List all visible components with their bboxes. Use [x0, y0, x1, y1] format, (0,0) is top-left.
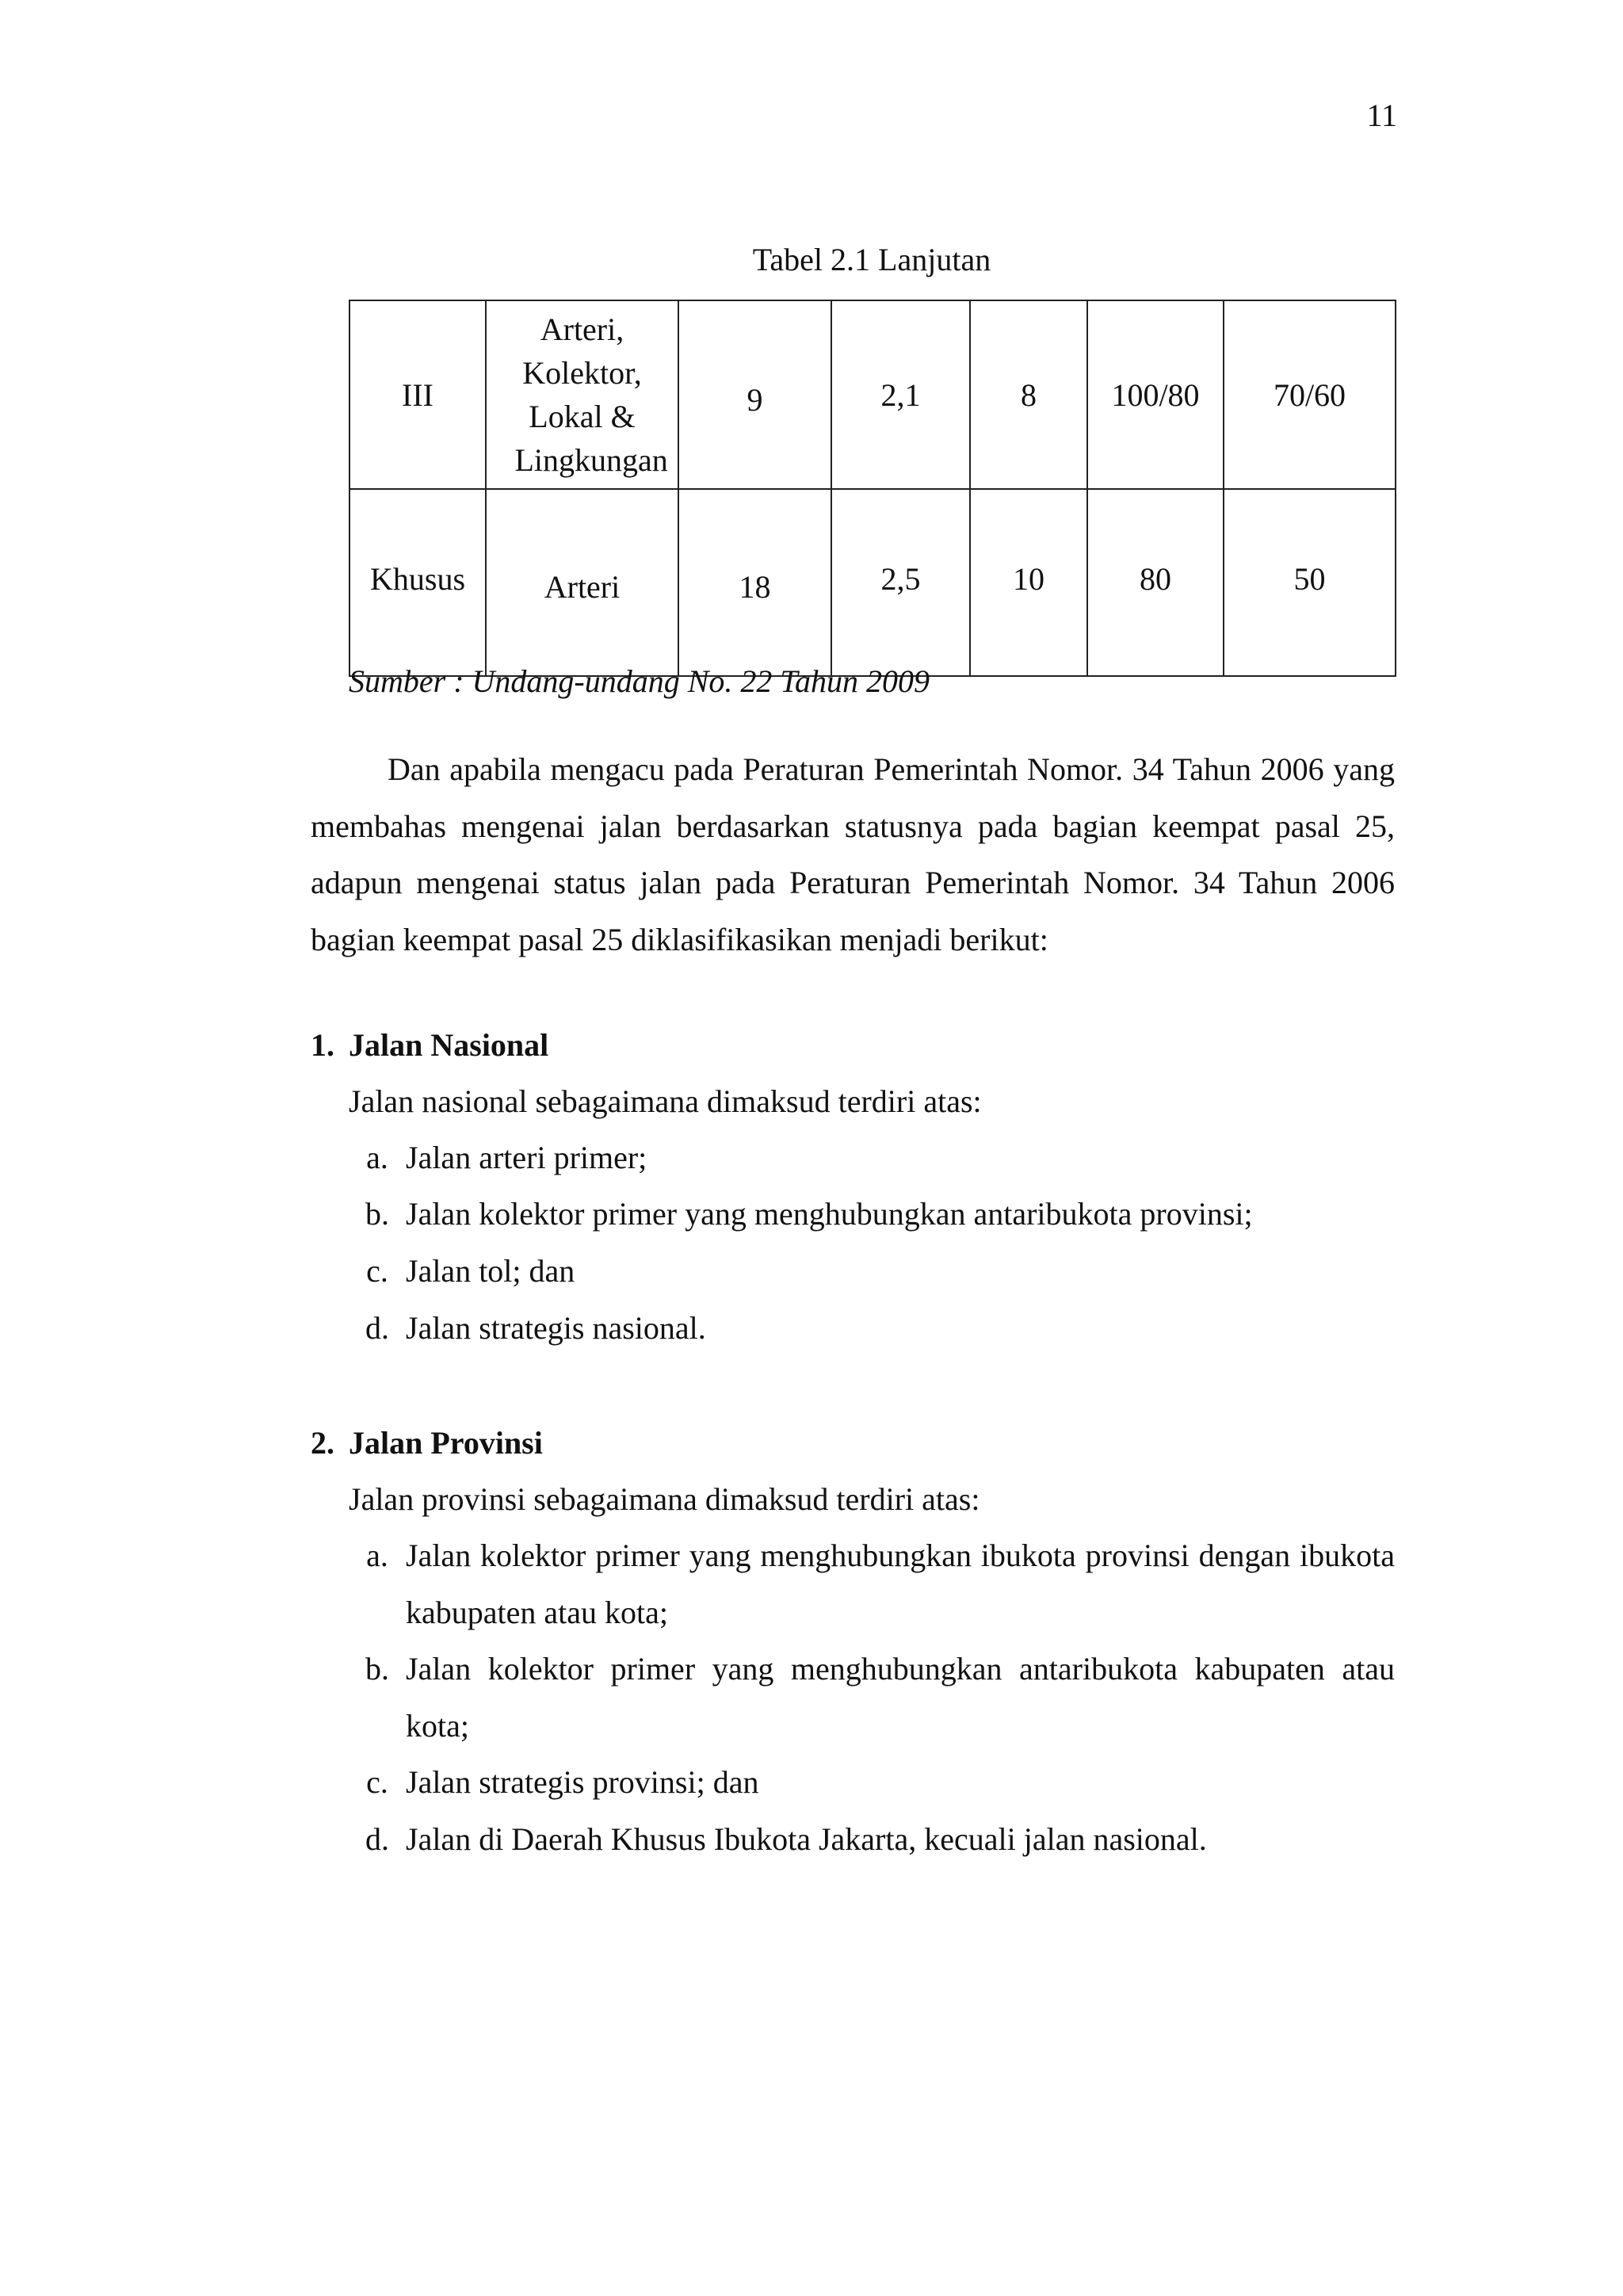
- table-cell: 18: [678, 489, 831, 676]
- body-paragraph: Dan apabila mengacu pada Peraturan Pemerintah Nomor. 34 Tahun 2006 yang membahas mengenai jalan berdasarkan statusnya pada bagian keempat pasal 25, adapun mengenai status jalan pada Peraturan Pemerintah Nomor. 34 Tahun 2006 bagian keempat pasal 25 diklasifikasikan menjadi berikut:: [311, 751, 1395, 957]
- table-cell: 8: [970, 300, 1087, 489]
- list-item-text: Jalan arteri primer;: [406, 1140, 647, 1175]
- list-marker: d.: [365, 1821, 389, 1857]
- table-cell: 2,5: [831, 489, 970, 676]
- list-item-text: Jalan di Daerah Khusus Ibukota Jakarta, kecuali jalan nasional.: [406, 1821, 1207, 1857]
- table-cell: 9: [678, 300, 831, 489]
- page-number: 11: [1366, 97, 1397, 133]
- section-heading: [311, 1026, 548, 1064]
- section-number: 2.: [311, 1425, 334, 1461]
- table-cell: Arteri: [486, 489, 678, 676]
- section-title: Jalan Provinsi: [349, 1425, 543, 1461]
- list-item: [349, 1186, 1395, 1243]
- list-marker: b.: [365, 1651, 389, 1687]
- list-item-text: Jalan kolektor primer yang menghubungkan ibukota provinsi dengan ibukota kabupaten atau kota;: [406, 1538, 1395, 1630]
- list-item: [349, 1243, 1395, 1300]
- table-row: [349, 300, 1396, 489]
- section-intro: Jalan provinsi sebagaimana dimaksud terdiri atas:: [349, 1481, 980, 1517]
- list-item-text: Jalan strategis provinsi; dan: [406, 1764, 759, 1800]
- table-source-note: Sumber : Undang-undang No. 22 Tahun 2009: [349, 663, 930, 699]
- table-cell: Khusus: [349, 489, 486, 676]
- table-caption: Tabel 2.1 Lanjutan: [752, 242, 991, 277]
- list-item: [349, 1300, 1395, 1357]
- list-marker: a.: [366, 1140, 388, 1175]
- list-item-text: Jalan strategis nasional.: [406, 1310, 706, 1346]
- list-item-text: Jalan kolektor primer yang menghubungkan antaribukota provinsi;: [406, 1196, 1253, 1232]
- list-marker: a.: [366, 1538, 388, 1573]
- list-item: [349, 1129, 1395, 1186]
- table-cell: 80: [1087, 489, 1224, 676]
- list-marker: c.: [366, 1253, 388, 1289]
- section-heading: [311, 1424, 543, 1461]
- section-number: 1.: [311, 1027, 334, 1063]
- list-item-text: Jalan tol; dan: [406, 1253, 575, 1289]
- list-item: [349, 1754, 1395, 1811]
- road-spec-table: [349, 300, 1396, 677]
- table-row: [349, 489, 1396, 676]
- table-cell: 50: [1224, 489, 1396, 676]
- list-marker: c.: [366, 1764, 388, 1800]
- list-item: [349, 1527, 1395, 1641]
- table-cell: 2,1: [831, 300, 970, 489]
- section-title: Jalan Nasional: [349, 1027, 549, 1063]
- table-cell: 100/80: [1087, 300, 1224, 489]
- list-item: [349, 1641, 1395, 1754]
- table-cell: 10: [970, 489, 1087, 676]
- table-cell: 70/60: [1224, 300, 1396, 489]
- list-marker: b.: [365, 1196, 389, 1232]
- list-item-text: Jalan kolektor primer yang menghubungkan antaribukota kabupaten atau kota;: [406, 1651, 1395, 1744]
- list-marker: d.: [365, 1310, 389, 1346]
- section-intro: Jalan nasional sebagaimana dimaksud terdiri atas:: [349, 1083, 982, 1119]
- table-cell: Arteri, Kolektor, Lokal & Lingkungan: [486, 300, 678, 489]
- table-cell: III: [349, 300, 486, 489]
- list-item: [349, 1811, 1395, 1868]
